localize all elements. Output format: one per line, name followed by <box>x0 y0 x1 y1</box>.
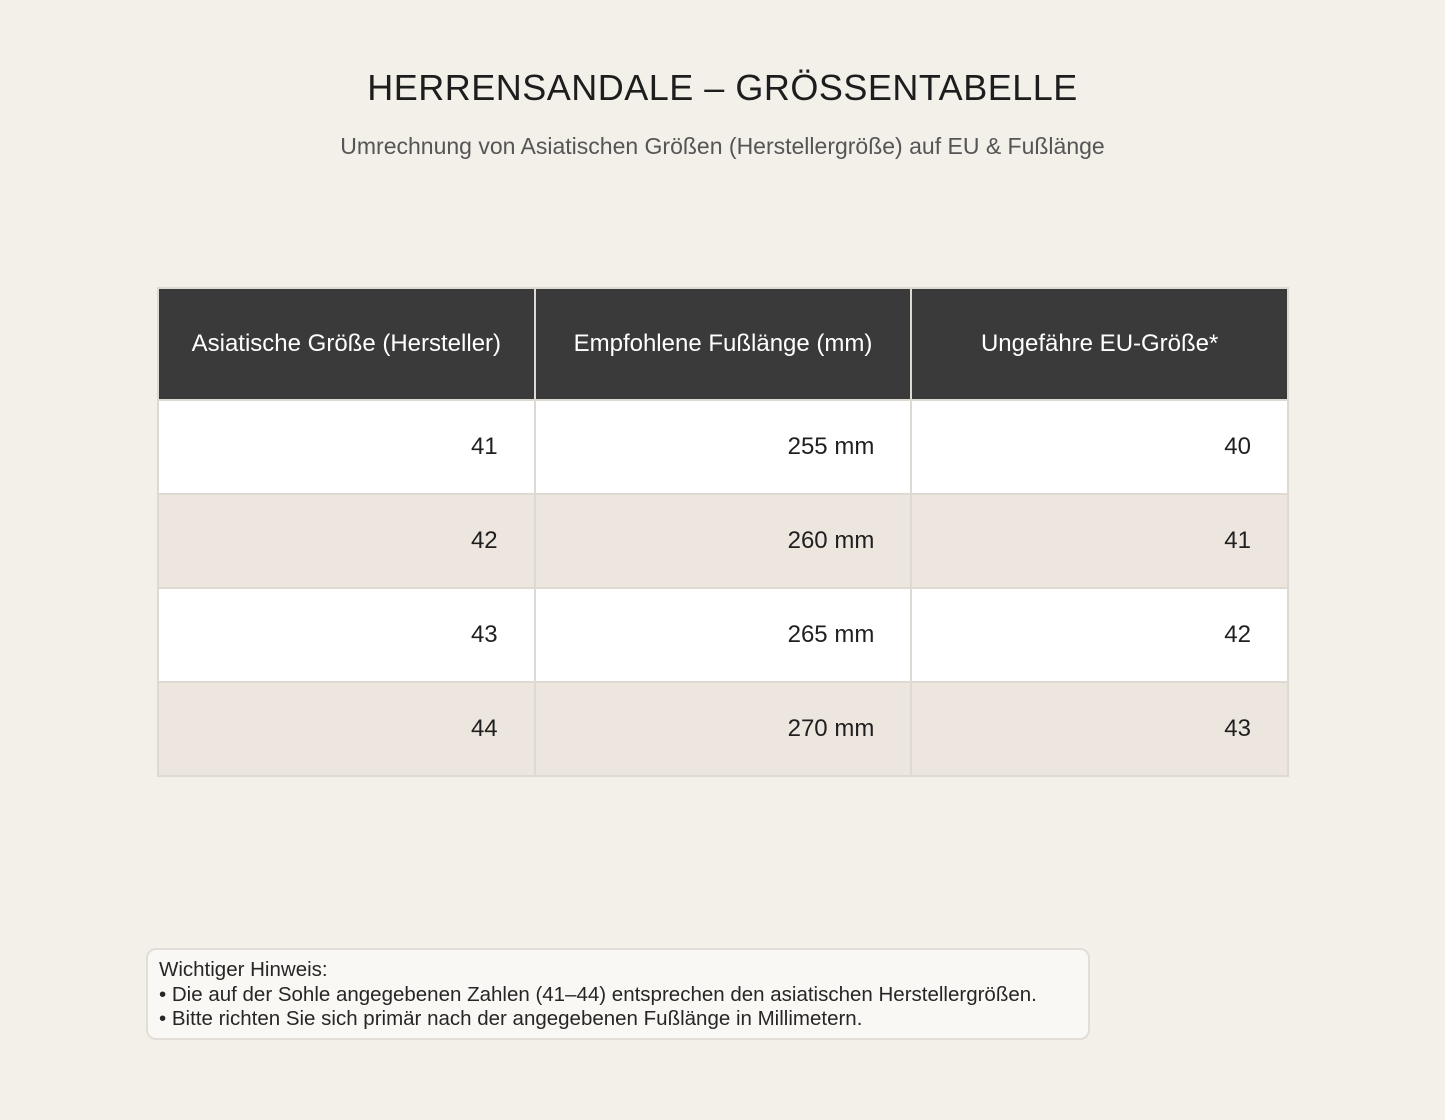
table-row <box>158 494 1288 588</box>
cell-foot-length: 265 mm <box>535 588 912 682</box>
cell-asian-size: 43 <box>158 588 535 682</box>
header-eu-size: Ungefähre EU-Größe* <box>911 288 1288 400</box>
note-heading: Wichtiger Hinweis: <box>159 958 328 981</box>
cell-eu-size: 40 <box>911 400 1288 494</box>
cell-asian-size: 44 <box>158 682 535 776</box>
cell-asian-size: 41 <box>158 400 535 494</box>
cell-foot-length: 255 mm <box>535 400 912 494</box>
cell-foot-length: 270 mm <box>535 682 912 776</box>
header-asian-size: Asiatische Größe (Hersteller) <box>158 288 535 400</box>
cell-eu-size: 43 <box>911 682 1288 776</box>
important-note-box <box>146 948 1090 1040</box>
header-row <box>158 288 1288 400</box>
cell-eu-size: 41 <box>911 494 1288 588</box>
size-table <box>157 287 1289 777</box>
header-foot-length: Empfohlene Fußlänge (mm) <box>535 288 912 400</box>
table-header <box>158 288 1288 400</box>
page-subtitle: Umrechnung von Asiatischen Größen (Herstellergröße) auf EU & Fußlänge <box>340 133 1105 159</box>
cell-eu-size: 42 <box>911 588 1288 682</box>
table-body <box>158 400 1288 776</box>
note-line: • Bitte richten Sie sich primär nach der angegebenen Fußlänge in Millimetern. <box>159 1007 863 1030</box>
note-line: • Die auf der Sohle angegebenen Zahlen (41–44) entsprechen den asiatischen Herstellergrößen. <box>159 982 1037 1006</box>
table-row <box>158 682 1288 776</box>
cell-asian-size: 42 <box>158 494 535 588</box>
table-row <box>158 588 1288 682</box>
cell-foot-length: 260 mm <box>535 494 912 588</box>
table-row <box>158 400 1288 494</box>
page-title: HERRENSANDALE – GRÖSSENTABELLE <box>367 67 1078 108</box>
